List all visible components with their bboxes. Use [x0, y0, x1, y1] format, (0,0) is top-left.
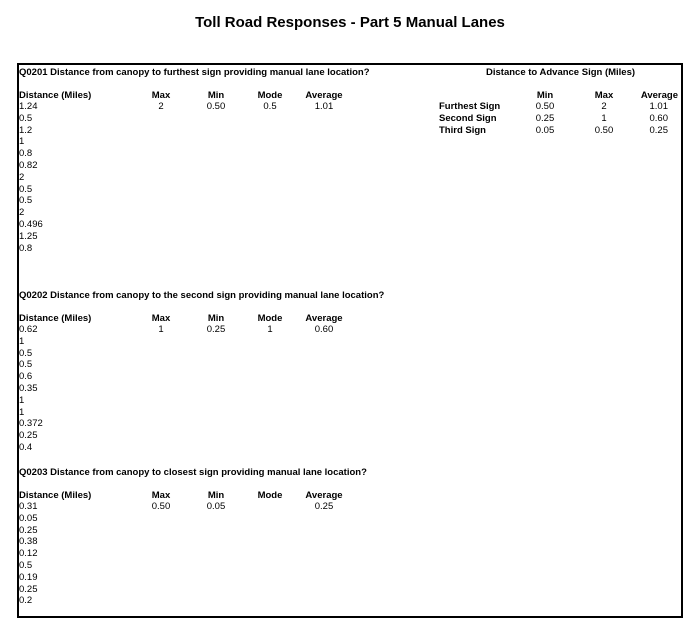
distance-value: 0.8	[19, 148, 33, 160]
summary-header-min: Min	[536, 90, 554, 101]
distance-value: 0.82	[19, 160, 38, 171]
distance-value: 1.24	[19, 101, 38, 112]
summary-row-average: 1.01	[649, 101, 668, 112]
summary-row-label: Second Sign	[439, 113, 497, 124]
header-distance: Distance (Miles)	[19, 490, 92, 501]
stat-mode: 0.5	[263, 101, 277, 112]
summary-row-max: 2	[601, 101, 607, 112]
distance-value: 0.5	[19, 347, 33, 359]
distance-value: 0.35	[19, 383, 38, 394]
header-max: Max	[151, 90, 171, 101]
page-title: Toll Road Responses - Part 5 Manual Lanes	[195, 14, 505, 31]
header-average: Average	[305, 490, 343, 501]
question-title: Q0203 Distance from canopy to closest sign providing manual lane location?	[19, 467, 367, 478]
distance-value: 2	[19, 207, 25, 219]
summary-row-label: Furthest Sign	[439, 101, 501, 112]
summary-row-average: 0.25	[649, 125, 668, 136]
summary-header-max: Max	[594, 90, 614, 101]
header-min: Min	[207, 313, 225, 324]
header-max: Max	[151, 490, 171, 501]
distance-value: 0.25	[19, 583, 38, 595]
distance-value: 1	[19, 406, 25, 418]
header-average: Average	[305, 313, 343, 324]
stat-max: 2	[158, 101, 164, 112]
stat-min: 0.25	[206, 324, 226, 335]
distance-value: 0.5	[19, 195, 33, 207]
distance-value: 0.05	[19, 512, 38, 524]
stat-min: 0.05	[206, 501, 226, 512]
report-frame	[17, 63, 683, 618]
distance-value: 1.25	[19, 230, 38, 242]
distance-value: 0.496	[19, 219, 43, 230]
distance-value: 0.38	[19, 536, 38, 548]
distance-value: 0.5	[19, 359, 33, 371]
distance-value: 1	[19, 335, 25, 347]
stat-mode: 1	[267, 324, 273, 335]
question-title: Q0202 Distance from canopy to the second sign providing manual lane location?	[19, 290, 385, 301]
summary-title: Distance to Advance Sign (Miles)	[486, 67, 636, 78]
header-average: Average	[305, 90, 343, 101]
distance-value: 0.4	[19, 442, 33, 453]
summary-row-label: Third Sign	[439, 125, 486, 136]
header-min: Min	[207, 90, 225, 101]
summary-header-average: Average	[640, 90, 678, 101]
distance-value: 0.25	[19, 430, 38, 442]
stat-max: 1	[158, 324, 164, 335]
stat-average: 1.01	[314, 101, 334, 112]
distance-value: 0.31	[19, 501, 38, 512]
summary-row-min: 0.05	[535, 125, 555, 136]
distance-value: 0.12	[19, 548, 38, 560]
stat-max: 0.50	[151, 501, 171, 512]
summary-row-min: 0.50	[535, 101, 555, 112]
distance-value: 0.2	[19, 595, 33, 607]
question-title: Q0201 Distance from canopy to furthest sign providing manual lane location?	[19, 67, 370, 78]
distance-value: 0.19	[19, 571, 38, 583]
header-distance: Distance (Miles)	[19, 313, 92, 324]
distance-value: 1.2	[19, 124, 33, 136]
header-min: Min	[207, 490, 225, 501]
header-mode: Mode	[257, 313, 283, 324]
summary-row-max: 1	[601, 113, 607, 124]
header-distance: Distance (Miles)	[19, 90, 92, 101]
summary-row-max: 0.50	[594, 125, 614, 136]
distance-value: 1	[19, 394, 25, 406]
header-mode: Mode	[257, 490, 283, 501]
summary-row-average: 0.60	[649, 113, 668, 124]
stat-min: 0.50	[206, 101, 226, 112]
distance-value: 0.5	[19, 112, 33, 124]
stat-average: 0.25	[314, 501, 334, 512]
header-mode: Mode	[257, 90, 283, 101]
distance-value: 0.62	[19, 324, 38, 335]
distance-value: 1	[19, 136, 25, 148]
distance-value: 0.5	[19, 183, 33, 195]
stat-average: 0.60	[314, 324, 334, 335]
header-max: Max	[151, 313, 171, 324]
summary-row-min: 0.25	[535, 113, 555, 124]
distance-value: 0.8	[19, 242, 33, 254]
distance-value: 0.372	[19, 418, 43, 430]
distance-value: 0.5	[19, 560, 33, 571]
distance-value: 2	[19, 171, 25, 183]
distance-value: 0.25	[19, 524, 38, 536]
distance-value: 0.6	[19, 371, 33, 383]
